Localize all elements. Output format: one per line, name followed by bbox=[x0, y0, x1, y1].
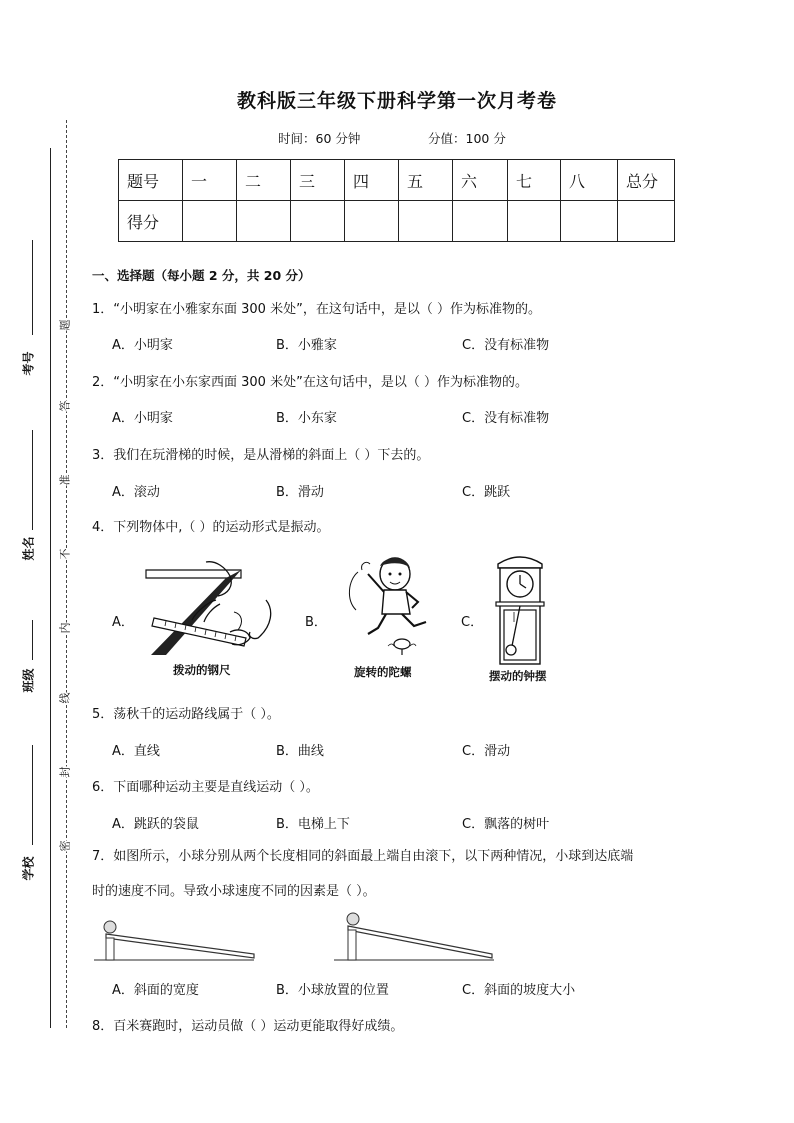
option-a[interactable]: A．滚动 bbox=[112, 485, 160, 500]
option-c[interactable]: C．跳跃 bbox=[462, 485, 511, 500]
question-7: 7．如图所示，小球分别从两个长度相同的斜面最上端自由滚下，以下两种情况，小球到达底端 bbox=[92, 849, 634, 864]
table-header-cell: 二 bbox=[237, 160, 291, 201]
option-b[interactable]: B．滑动 bbox=[276, 485, 324, 500]
image-caption: 拨动的钢尺 bbox=[173, 663, 231, 677]
exam-no-label: 考号 bbox=[21, 351, 36, 376]
ruler-illustration bbox=[146, 560, 286, 660]
question-7-continued: 时的速度不同。导致小球速度不同的因素是（ ）。 bbox=[92, 884, 376, 899]
option-c[interactable]: C．飘落的树叶 bbox=[462, 817, 550, 832]
binding-field-name bbox=[20, 430, 50, 570]
binding-line bbox=[50, 148, 51, 1028]
score-table-header-row bbox=[119, 160, 675, 201]
score-cell[interactable] bbox=[291, 201, 345, 242]
question-3: 3．我们在玩滑梯的时候，是从滑梯的斜面上（ ）下去的。 bbox=[92, 448, 430, 463]
question-6: 6．下面哪种运动主要是直线运动（ ）。 bbox=[92, 780, 319, 795]
image-caption: 旋转的陀螺 bbox=[354, 665, 412, 679]
question-2: 2．“小明家在小东家西面 300 米处”在这句话中，是以（ ）作为标准物的。 bbox=[92, 375, 528, 390]
option-b[interactable]: B．曲线 bbox=[276, 744, 324, 759]
table-header-cell: 四 bbox=[345, 160, 399, 201]
spinning-top-illustration bbox=[340, 552, 440, 662]
option-b[interactable]: B．小球放置的位置 bbox=[276, 983, 389, 998]
seal-char: 线 bbox=[58, 692, 72, 704]
section-heading: 一、选择题（每小题 2 分，共 20 分） bbox=[92, 268, 311, 283]
incline-low-illustration bbox=[94, 914, 260, 964]
table-header-cell: 总分 bbox=[618, 160, 675, 201]
binding-field-exam-no bbox=[20, 240, 50, 380]
score-cell[interactable] bbox=[453, 201, 508, 242]
option-a[interactable]: A．小明家 bbox=[112, 411, 173, 426]
score-cell[interactable] bbox=[237, 201, 291, 242]
option-a[interactable]: A．直线 bbox=[112, 744, 160, 759]
binding-field-class bbox=[20, 620, 50, 700]
school-blank[interactable] bbox=[32, 745, 33, 845]
pendulum-clock-illustration bbox=[492, 554, 548, 666]
score-cell[interactable] bbox=[561, 201, 618, 242]
option-c[interactable]: C．没有标准物 bbox=[462, 338, 550, 353]
question-5: 5．荡秋千的运动路线属于（ ）。 bbox=[92, 707, 280, 722]
option-b[interactable]: B．小东家 bbox=[276, 411, 337, 426]
seal-char: 题 bbox=[58, 319, 72, 331]
option-b[interactable]: B．小雅家 bbox=[276, 338, 337, 353]
table-header-cell: 八 bbox=[561, 160, 618, 201]
table-header-cell: 一 bbox=[183, 160, 237, 201]
option-a[interactable]: A． bbox=[112, 615, 134, 630]
table-header-cell: 六 bbox=[453, 160, 508, 201]
score-table bbox=[118, 159, 675, 242]
table-header-cell: 七 bbox=[508, 160, 561, 201]
option-a[interactable]: A．跳跃的袋鼠 bbox=[112, 817, 199, 832]
question-4: 4．下列物体中,（ ）的运动形式是振动。 bbox=[92, 520, 330, 535]
school-label: 学校 bbox=[21, 856, 36, 881]
option-a[interactable]: A．斜面的宽度 bbox=[112, 983, 199, 998]
score-table-score-row bbox=[119, 201, 675, 242]
exam-title: 教科版三年级下册科学第一次月考卷 bbox=[236, 90, 557, 112]
score-cell[interactable] bbox=[183, 201, 237, 242]
score-cell[interactable] bbox=[345, 201, 399, 242]
seal-char: 封 bbox=[58, 766, 72, 778]
table-header-cell: 三 bbox=[291, 160, 345, 201]
name-blank[interactable] bbox=[32, 430, 33, 530]
seal-char: 内 bbox=[58, 622, 72, 634]
option-c[interactable]: C．滑动 bbox=[462, 744, 511, 759]
question-8: 8．百米赛跑时，运动员做（ ）运动更能取得好成绩。 bbox=[92, 1019, 404, 1034]
class-label: 班级 bbox=[21, 668, 36, 693]
seal-char: 答 bbox=[58, 400, 72, 412]
class-blank[interactable] bbox=[32, 620, 33, 660]
option-a[interactable]: A．小明家 bbox=[112, 338, 173, 353]
exam-time: 时间：60 分钟 bbox=[278, 131, 361, 146]
option-c[interactable]: C．没有标准物 bbox=[462, 411, 550, 426]
binding-field-school bbox=[20, 745, 50, 885]
question-1: 1．“小明家在小雅家东面 300 米处”，在这句话中，是以（ ）作为标准物的。 bbox=[92, 302, 541, 317]
name-label: 姓名 bbox=[21, 536, 36, 561]
option-c[interactable]: C． bbox=[461, 615, 484, 630]
seal-char: 密 bbox=[58, 840, 72, 852]
exam-no-blank[interactable] bbox=[32, 240, 33, 335]
score-cell[interactable] bbox=[618, 201, 675, 242]
seal-char: 不 bbox=[58, 548, 72, 560]
table-header-cell: 五 bbox=[399, 160, 453, 201]
score-cell[interactable] bbox=[508, 201, 561, 242]
option-b[interactable]: B． bbox=[305, 615, 327, 630]
incline-steep-illustration bbox=[334, 912, 500, 964]
option-b[interactable]: B．电梯上下 bbox=[276, 817, 350, 832]
table-row-label: 得分 bbox=[119, 201, 183, 242]
option-c[interactable]: C．斜面的坡度大小 bbox=[462, 983, 576, 998]
seal-char: 准 bbox=[58, 474, 72, 486]
image-caption: 摆动的钟摆 bbox=[489, 669, 547, 683]
table-header-cell: 题号 bbox=[119, 160, 183, 201]
seal-dashed-line bbox=[66, 120, 67, 1028]
score-cell[interactable] bbox=[399, 201, 453, 242]
exam-score: 分值：100 分 bbox=[428, 131, 506, 146]
